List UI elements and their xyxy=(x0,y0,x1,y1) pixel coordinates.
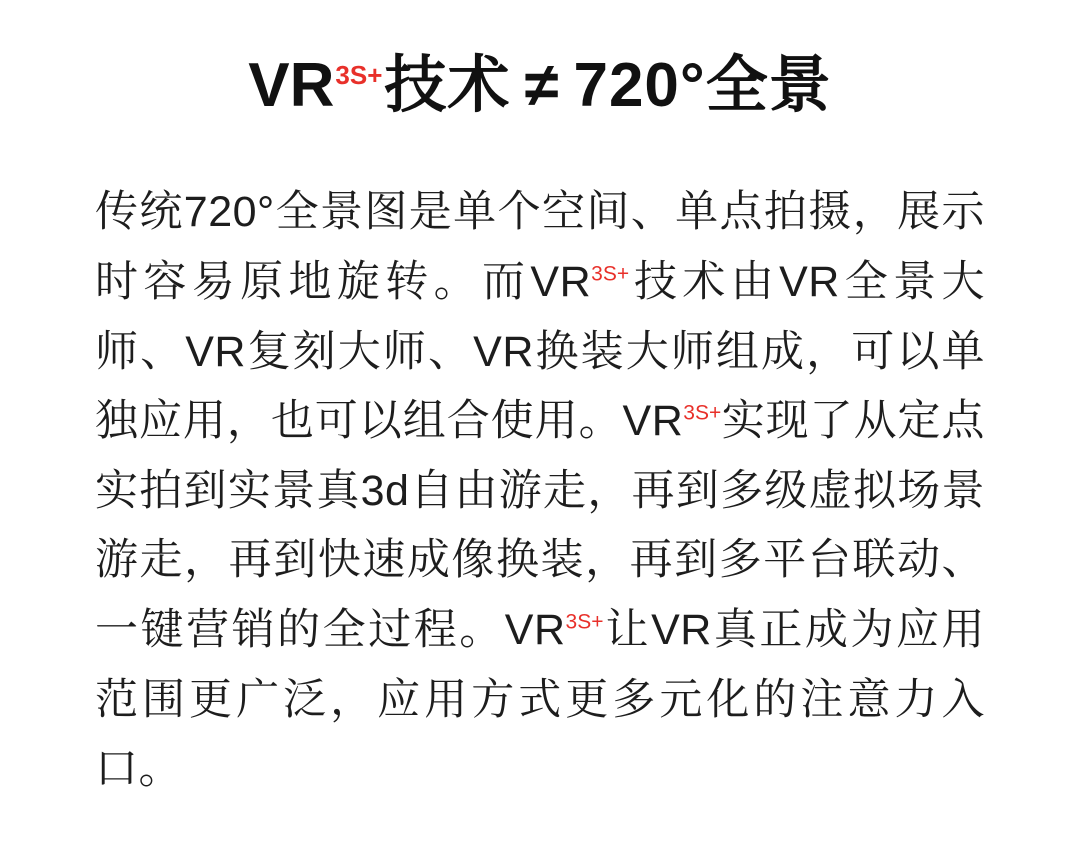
paragraph-superscript-2: 3S+ xyxy=(683,401,722,425)
paragraph-superscript-1: 3S+ xyxy=(591,262,630,286)
paragraph-segment-4: 让VR真正成为应用范围更广泛，应用方式更多元化的注意力入口。 xyxy=(95,606,986,794)
paragraph-segment-1: 传统720°全景图是单个空间、单点拍摄，展示时容易原地旋转。而VR xyxy=(95,188,985,306)
paragraph-segment-3: 实现了从定点实拍到实景真3d自由游走，再到多级虚拟场景游走，再到快速成像换装，再到多平台联动、一键营销的全过程。VR xyxy=(95,397,986,655)
title-tail-text: 720°全景 xyxy=(573,51,832,120)
paragraph-segment-2: 技术由VR全景大师、VR复刻大师、VR换装大师组成，可以单独应用，也可以组合使用。VR xyxy=(95,257,986,446)
page-title xyxy=(0,0,1080,120)
paragraph-superscript-3: 3S+ xyxy=(565,610,604,634)
title-lead-text: VR xyxy=(248,51,335,120)
title-superscript: 3S+ xyxy=(335,60,383,91)
title-mid-text: 技术 xyxy=(384,51,511,120)
not-equal-symbol: ≠ xyxy=(524,51,560,120)
body-paragraph xyxy=(0,120,1080,805)
